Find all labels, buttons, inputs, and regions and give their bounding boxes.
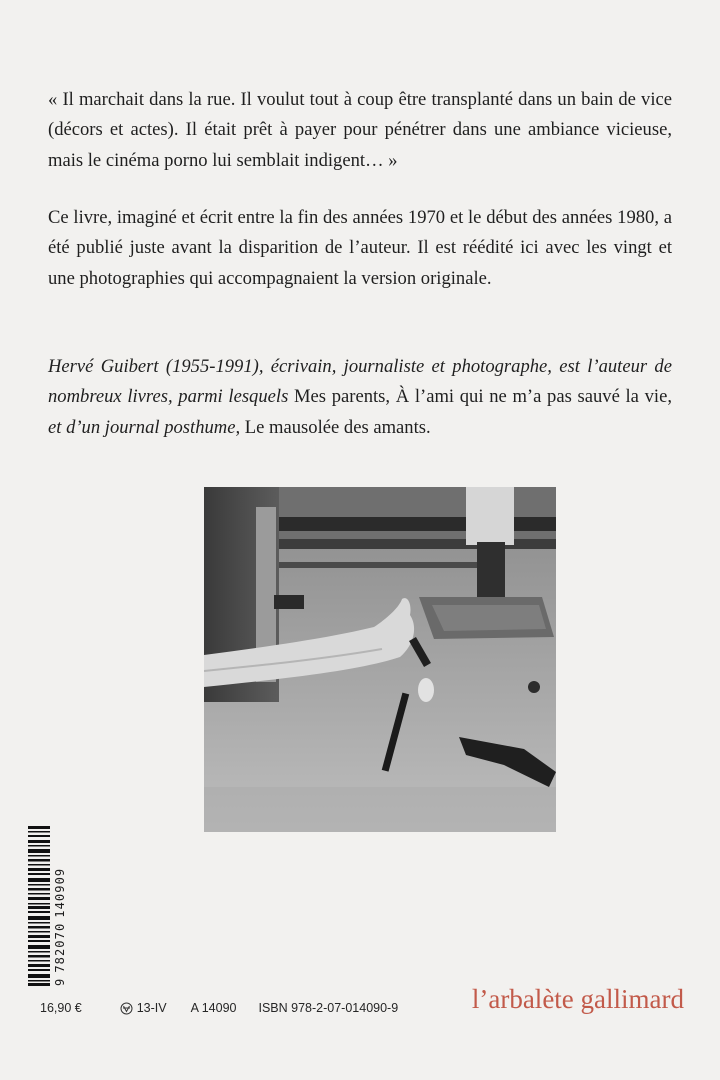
photograph-illustration [204, 487, 556, 832]
cover-photograph [204, 487, 556, 832]
book-title-3: Le mausolée des amants. [244, 416, 431, 438]
quote-paragraph [48, 85, 672, 177]
printer-logo-icon [120, 1002, 133, 1015]
isbn: ISBN 978-2-07-014090-9 [258, 1001, 399, 1015]
quote-text: « Il marchait dans la rue. Il voulut tout à coup être transplanté dans un bain de vice (décors et actes). Il était prêt à payer pour pénétrer dans une ambiance vicieuse, mais le cinéma porno lui semblait indigent… » [48, 88, 672, 171]
barcode-icon [28, 826, 50, 986]
footer-info [40, 1001, 398, 1015]
book-title-1: Mes parents, [294, 386, 391, 408]
price: 16,90 € [40, 1001, 82, 1015]
author-bio-paragraph [48, 352, 672, 444]
bio-text-part2: et d’un journal posthume, [48, 416, 241, 438]
catalog-code: A 14090 [190, 1001, 237, 1015]
printer-code: 13-IV [136, 1001, 167, 1015]
about-text: Ce livre, imaginé et écrit entre la fin des années 1970 et le début des années 1980, a été publié juste avant la disparition de l’auteur. Il est réédité ici avec les vingt et une photographies qui accompagnaient la version originale. [48, 206, 672, 289]
barcode-digit-first: 9 [53, 977, 67, 986]
about-paragraph [48, 203, 672, 295]
publisher-logo: l’arbalète gallimard [471, 984, 684, 1014]
bio-text-part1: Hervé Guibert (1955-1991), écrivain, journaliste et photographe, est l’auteur de nombreux livres, parmi lesquels [48, 355, 672, 408]
barcode-digits [53, 826, 69, 986]
printer-info [120, 1001, 167, 1015]
barcode-group-1: 782070 [53, 922, 67, 973]
book-title-2: À l’ami qui ne m’a pas sauvé la vie, [395, 386, 672, 408]
barcode-group-2: 140909 [53, 867, 67, 918]
